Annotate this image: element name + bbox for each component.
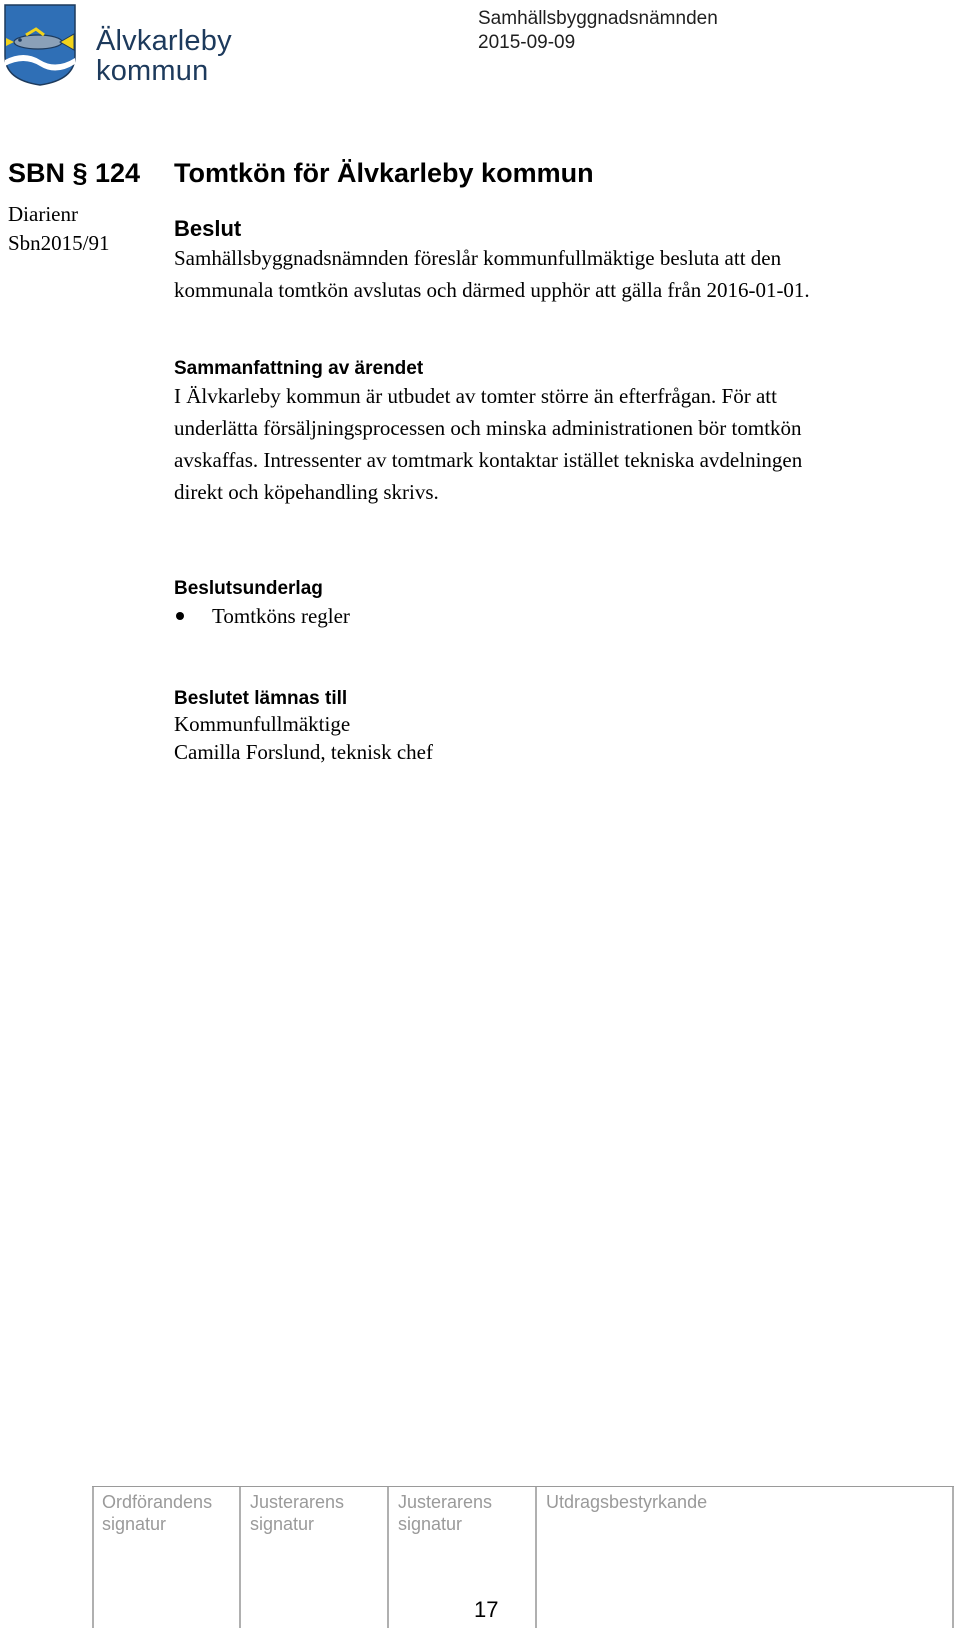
item-title: Tomtkön för Älvkarleby kommun: [174, 158, 594, 188]
beslut-line: kommunala tomtkön avslutas och därmed upphör att gälla från 2016-01-01.: [174, 278, 810, 302]
signature-label: Utdragsbestyrkande: [546, 1492, 708, 1512]
signature-label: Justerarens: [250, 1492, 345, 1512]
signature-table: [92, 1486, 954, 1628]
beslut-line: Samhällsbyggnadsnämnden föreslår kommunfullmäktige besluta att den: [174, 246, 782, 270]
municipality-logo: [4, 4, 244, 88]
paragraph-number: SBN § 124: [8, 158, 141, 188]
diarienr-value: Sbn2015/91: [8, 231, 110, 255]
beslut-heading: Beslut: [174, 216, 242, 241]
diarienr-label: Diarienr: [8, 202, 78, 226]
beslutsunderlag-heading: Beslutsunderlag: [174, 578, 323, 599]
coat-of-arms-icon: [4, 4, 76, 86]
signature-cell-chair: [92, 1487, 240, 1628]
signature-label: Justerarens: [398, 1492, 493, 1512]
sammanfattning-line: I Älvkarleby kommun är utbudet av tomter större än efterfrågan. För att: [174, 384, 777, 408]
signature-cell-adjuster-2: [388, 1487, 536, 1628]
lamnas-till-heading: Beslutet lämnas till: [174, 688, 348, 709]
signature-cell-adjuster-1: [240, 1487, 388, 1628]
sammanfattning-line: underlätta försäljningsprocessen och minska administrationen bör tomtkön: [174, 416, 802, 440]
logo-line-2: kommun: [96, 55, 209, 87]
section-beslut: [174, 216, 944, 306]
meeting-date: 2015-09-09: [478, 32, 576, 53]
signature-label: signatur: [102, 1514, 167, 1534]
bullet-icon: [176, 612, 184, 620]
board-name: Samhällsbyggnadsnämnden: [478, 8, 718, 29]
table-divider: [952, 1487, 954, 1628]
signature-label: Ordförandens: [102, 1492, 213, 1512]
section-beslutsunderlag: [174, 578, 944, 632]
signature-cell-certification: [536, 1487, 954, 1628]
page-number: 17: [474, 1597, 499, 1622]
underlag-item: Tomtköns regler: [212, 604, 350, 628]
signature-label: signatur: [398, 1514, 463, 1534]
section-lamnas-till: [174, 688, 944, 766]
signature-label: signatur: [250, 1514, 315, 1534]
section-sammanfattning: [174, 358, 944, 508]
recipient: Kommunfullmäktige: [174, 712, 351, 736]
list-item: [174, 600, 944, 632]
sammanfattning-line: direkt och köpehandling skrivs.: [174, 480, 439, 504]
logo-wordmark: [96, 26, 232, 86]
sammanfattning-heading: Sammanfattning av ärendet: [174, 358, 424, 379]
recipient: Camilla Forslund, teknisk chef: [174, 740, 433, 764]
sammanfattning-line: avskaffas. Intressenter av tomtmark kontaktar istället tekniska avdelningen: [174, 448, 803, 472]
logo-line-1: Älvkarleby: [96, 25, 232, 57]
